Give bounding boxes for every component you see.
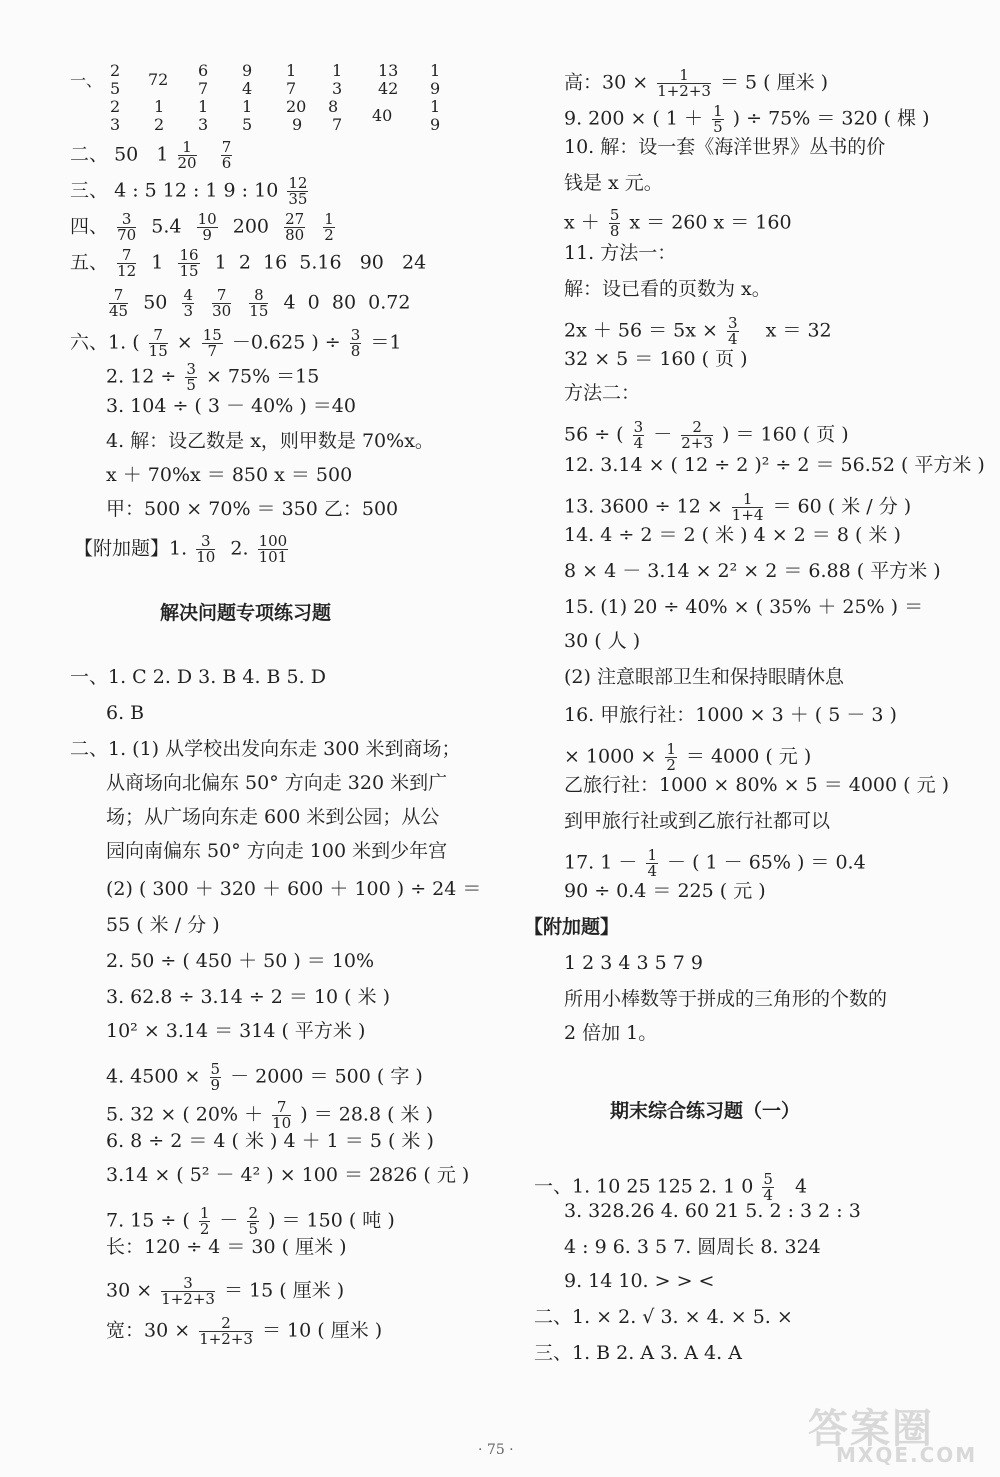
answer-q3: 3. 62.8 ÷ 3.14 ÷ 2 ＝ 10 ( 米 ) [106, 986, 391, 1008]
fraction: $\frac{2}{2+3}$ [681, 418, 713, 452]
expression: ＝ 60 ( 米 / 分 ) [772, 495, 912, 518]
fraction-numerator: 1 [286, 61, 297, 80]
row-prefix: 二、 [70, 143, 109, 166]
fraction: $\frac{3}{8}$ [350, 326, 361, 360]
fraction: $\frac{2}{5}$ [248, 1204, 259, 1238]
answer-r1 [564, 68, 828, 99]
value: 80 [331, 291, 357, 314]
fraction-numerator: 1 [242, 97, 253, 116]
answer-s2-line3: 场；从广场向东走 600 米到公园；从公 [106, 806, 440, 828]
answer-s2-line1: 二、1. (1) 从学校出发向东走 300 米到商场； [70, 738, 461, 760]
value: 40 [372, 106, 393, 125]
expression: ＝ 10 ( 厘米 ) [262, 1319, 383, 1342]
expression: ＝ 5 ( 厘米 ) [720, 71, 829, 94]
extra-answer-1: 1 2 3 4 3 5 7 9 [564, 952, 703, 974]
expression: × 1000 × [564, 745, 657, 768]
expression: 7. 15 ÷ ( [106, 1209, 190, 1232]
watermark [808, 1397, 988, 1469]
expression: x ＋ [564, 211, 600, 234]
final-4: 9. 14 10. > > < [564, 1270, 715, 1292]
fraction-denominator: 7 [286, 79, 297, 98]
fraction: $\frac{100}{101}$ [258, 532, 288, 566]
value: 0 [307, 291, 320, 314]
answer-r11e: 方法二： [564, 382, 641, 404]
answer-r16d: 到甲旅行社或到乙旅行社都可以 [564, 810, 831, 832]
ratio-answers: 4 : 5 12 : 1 9 : 10 [114, 179, 279, 202]
answer-r10b: 钱是 x 元。 [564, 172, 663, 194]
value: 24 [402, 251, 427, 274]
answer-r11: 11. 方法一： [564, 242, 677, 264]
answer-row-5b [106, 288, 410, 319]
expression: ) ＝ 150 ( 吨 ) [268, 1209, 395, 1232]
fraction-denominator: 2 [154, 115, 165, 134]
answer-row-4 [70, 212, 338, 243]
value: 200 [232, 215, 270, 238]
answer-s2-line6: 55 ( 米 / 分 ) [106, 914, 220, 936]
answer-row-3 [70, 176, 311, 207]
fraction: $\frac{3}{5}$ [186, 360, 196, 394]
row-prefix: 五、 [70, 251, 109, 274]
fraction-denominator: 7 [332, 115, 343, 134]
value: 50 [114, 143, 139, 166]
answer-6-4-result: 甲：500 × 70% ＝ 350 乙：500 [106, 498, 399, 520]
fraction: $\frac{1}{2}$ [666, 740, 676, 774]
fraction-denominator: 9 [430, 115, 441, 134]
fraction-denominator: 3 [110, 115, 121, 134]
expression: ) ÷ 75% ＝ 320 ( 棵 ) [732, 107, 930, 130]
answer-q7 [106, 1206, 395, 1237]
fraction: $\frac{5}{8}$ [609, 206, 620, 240]
expression: 17. 1 － [564, 851, 638, 874]
row-prefix: 三、 [70, 179, 109, 202]
expression: 4. 4500 × [106, 1065, 201, 1088]
answer-r16b [564, 742, 811, 773]
watermark-text: 答案圈 [808, 1406, 934, 1452]
fraction: $\frac{5}{4}$ [763, 1170, 773, 1204]
row-prefix: 一、 [70, 71, 103, 90]
fraction: $\frac{1}{4}$ [647, 846, 657, 880]
fraction-numerator: 1 [332, 61, 343, 80]
value: 4 [283, 291, 296, 314]
fraction-numerator: 1 [198, 97, 209, 116]
answer-q6: 6. 8 ÷ 2 ＝ 4 ( 米 ) 4 ＋ 1 ＝ 5 ( 米 ) [106, 1130, 434, 1152]
expression: 30 × [106, 1279, 153, 1302]
expression: 宽：30 × [106, 1319, 191, 1342]
value: 90 [359, 251, 384, 274]
operator: － [219, 1209, 239, 1232]
fraction: $\frac{1}{1+2+3}$ [657, 66, 711, 100]
operator: × [176, 331, 193, 354]
extra-label: 【附加题】1. [74, 537, 188, 560]
answer-r11d: 32 × 5 ＝ 160 ( 页 ) [564, 348, 748, 370]
answer-6-3: 3. 104 ÷ ( 3 － 40% ) ＝40 [106, 395, 356, 417]
value: 50 [143, 291, 168, 314]
value: 4 [795, 1175, 808, 1198]
answer-r10: 10. 解：设一套《海洋世界》丛书的价 [564, 136, 886, 158]
answer-r16: 16. 甲旅行社：1000 × 3 ＋ ( 5 － 3 ) [564, 704, 897, 726]
answer-r14b: 8 × 4 － 3.14 × 2² × 2 ＝ 6.88 ( 平方米 ) [564, 560, 941, 582]
fraction-numerator: 1 [430, 97, 441, 116]
item-number: 2. [230, 537, 249, 560]
fraction-denominator: 9 [292, 115, 303, 134]
value: 72 [148, 70, 169, 89]
value: 2 [238, 251, 251, 274]
expression: 56 ÷ ( [564, 423, 624, 446]
fraction: $\frac{7}{45}$ [109, 286, 129, 320]
fraction: $\frac{8}{15}$ [249, 286, 269, 320]
value: 5.4 [151, 215, 182, 238]
fraction: $\frac{3}{4}$ [727, 314, 738, 348]
answer-r11f [564, 420, 849, 451]
fraction: $\frac{1}{1+4}$ [731, 490, 764, 524]
extra-question [74, 534, 291, 565]
answer-q4 [106, 1062, 423, 1093]
row-prefix: 四、 [70, 215, 109, 238]
fraction: $\frac{2}{1+2+3}$ [199, 1314, 253, 1348]
fraction: $\frac{3}{70}$ [117, 210, 137, 244]
answer-s1: 一、1. C 2. D 3. B 4. B 5. D [70, 666, 326, 688]
expression: x ＝ 32 [765, 319, 832, 342]
value: 1 [214, 251, 227, 274]
answer-row-2 [70, 140, 235, 171]
value: 1 [151, 251, 164, 274]
expression: 高：30 × [564, 71, 649, 94]
answer-q7-length: 长：120 ÷ 4 ＝ 30 ( 厘米 ) [106, 1236, 347, 1258]
answer-r11b: 解：设已看的页数为 x。 [564, 278, 771, 300]
answer-q2: 2. 50 ÷ ( 450 ＋ 50 ) ＝ 10% [106, 950, 375, 972]
fraction: $\frac{7}{10}$ [272, 1098, 292, 1132]
answer-r15b: 30 ( 人 ) [564, 630, 641, 652]
answer-r15: 15. (1) 20 ÷ 40% × ( 35% ＋ 25% ) ＝ [564, 596, 924, 618]
watermark-url: MXQE.COM [836, 1443, 978, 1467]
fraction-denominator: 5 [242, 115, 253, 134]
fraction: $\frac{27}{80}$ [285, 210, 305, 244]
expression: 5. 32 × ( 20% ＋ [106, 1103, 264, 1126]
expression: 2x ＋ 56 ＝ 5x × [564, 319, 718, 342]
final-2: 3. 328.26 4. 60 21 5. 2 : 3 2 : 3 [564, 1200, 861, 1222]
answer-r12: 12. 3.14 × ( 12 ÷ 2 )² ÷ 2 ＝ 56.52 ( 平方米 ) [564, 454, 985, 476]
answer-row-6-1 [70, 328, 401, 359]
answer-r9 [564, 104, 930, 135]
operator: － [653, 423, 673, 446]
final-1 [534, 1172, 807, 1203]
fraction: $\frac{15}{7}$ [202, 326, 222, 360]
expression: － ( 1 － 65% ) ＝ 0.4 [667, 851, 866, 874]
expression: ＝1 [370, 331, 402, 354]
fraction-denominator: 7 [198, 79, 209, 98]
fraction: $\frac{16}{15}$ [179, 246, 199, 280]
fraction: $\frac{3}{4}$ [633, 418, 644, 452]
expression: 9. 200 × ( 1 ＋ [564, 107, 704, 130]
value: 0.72 [368, 291, 411, 314]
fraction-numerator: 8 [328, 97, 339, 116]
answer-q5 [106, 1100, 433, 1131]
expression: ) ＝ 160 ( 页 ) [722, 423, 849, 446]
value: 1 [156, 143, 169, 166]
answer-q7-calc [106, 1276, 344, 1307]
expression: － 2000 ＝ 500 ( 字 ) [230, 1065, 423, 1088]
value: 16 [263, 251, 288, 274]
page-number: · 75 · [478, 1442, 514, 1458]
fraction: $\frac{7}{15}$ [148, 326, 168, 360]
fraction: $\frac{4}{3}$ [183, 286, 194, 320]
expression: －0.625 ) ÷ [231, 331, 341, 354]
expression: x ＝ 260 x ＝ 160 [629, 211, 792, 234]
answer-s2-line5: (2) ( 300 ＋ 320 ＋ 600 ＋ 100 ) ÷ 24 ＝ [106, 878, 482, 900]
paren: ( [132, 331, 140, 354]
answer-r16c: 乙旅行社：1000 × 80% × 5 ＝ 4000 ( 元 ) [564, 774, 950, 796]
fraction-numerator: 2 [110, 97, 121, 116]
extra-answer-2: 所用小棒数等于拼成的三角形的个数的 [564, 988, 888, 1010]
answer-r17 [564, 848, 866, 879]
fraction: $\frac{7}{12}$ [117, 246, 137, 280]
answer-row-1 [70, 62, 490, 142]
expression: 2. 12 ÷ [106, 365, 177, 388]
expression: 一、1. 10 25 125 2. 1 0 [534, 1175, 754, 1198]
fraction: $\frac{7}{6}$ [221, 138, 232, 172]
answer-r13 [564, 492, 911, 523]
fraction: $\frac{1}{5}$ [713, 102, 723, 136]
final-3: 4 : 9 6. 3 5 7. 圆周长 8. 324 [564, 1236, 821, 1258]
answer-r10c [564, 208, 792, 239]
answer-6-4-equation: x ＋ 70%x ＝ 850 x ＝ 500 [106, 464, 353, 486]
answer-row-5 [70, 248, 426, 279]
fraction-denominator: 3 [198, 115, 209, 134]
answer-q3b: 10² × 3.14 ＝ 314 ( 平方米 ) [106, 1020, 366, 1042]
final-5: 二、1. × 2. √ 3. × 4. × 5. × [534, 1306, 793, 1328]
fraction: $\frac{1}{2}$ [324, 210, 334, 244]
expression: ) ＝ 28.8 ( 米 ) [300, 1103, 434, 1126]
fraction: $\frac{7}{30}$ [212, 286, 232, 320]
fraction: $\frac{10}{9}$ [197, 210, 217, 244]
answer-s2-line2: 从商场向北偏东 50° 方向走 320 米到广 [106, 772, 448, 794]
fraction-denominator: 5 [110, 79, 121, 98]
fraction-denominator: 9 [430, 79, 441, 98]
fraction-denominator: 3 [332, 79, 343, 98]
row-prefix: 六、1. [70, 331, 127, 354]
extra-label: 【附加题】 [524, 916, 620, 938]
value: 5.16 [299, 251, 342, 274]
answer-s1-cont: 6. B [106, 702, 145, 724]
fraction: $\frac{5}{9}$ [210, 1060, 221, 1094]
expression: ＝ 4000 ( 元 ) [685, 745, 812, 768]
fraction: $\frac{12}{35}$ [288, 174, 308, 208]
fraction-numerator: 13 [378, 61, 399, 80]
expression: × 75% ＝15 [205, 365, 320, 388]
fraction-numerator: 9 [242, 61, 253, 80]
answer-r17b: 90 ÷ 0.4 ＝ 225 ( 元 ) [564, 880, 766, 902]
fraction-numerator: 2 [110, 61, 121, 80]
answer-6-2 [106, 362, 319, 393]
expression: ＝ 15 ( 厘米 ) [224, 1279, 345, 1302]
fraction-numerator: 1 [154, 97, 165, 116]
answer-6-4: 4. 解：设乙数是 x，则甲数是 70%x。 [106, 430, 434, 452]
extra-answer-3: 2 倍加 1。 [564, 1022, 658, 1044]
answer-s2-line4: 园向南偏东 50° 方向走 100 米到少年宫 [106, 840, 448, 862]
section-title: 解决问题专项练习题 [160, 602, 332, 624]
answer-q6b: 3.14 × ( 5² － 4² ) × 100 ＝ 2826 ( 元 ) [106, 1164, 470, 1186]
fraction: $\frac{1}{2}$ [199, 1204, 210, 1238]
expression: 13. 3600 ÷ 12 × [564, 495, 723, 518]
fraction: $\frac{3}{10}$ [196, 532, 216, 566]
section-title: 期末综合练习题（一） [610, 1100, 801, 1122]
fraction-denominator: 42 [378, 79, 399, 98]
fraction: $\frac{3}{1+2+3}$ [161, 1274, 215, 1308]
fraction-denominator: 4 [242, 79, 253, 98]
fraction-numerator: 6 [198, 61, 209, 80]
fraction: $\frac{1}{20}$ [177, 138, 197, 172]
fraction-numerator: 1 [430, 61, 441, 80]
answer-q7-width [106, 1316, 382, 1347]
answer-r11c [564, 316, 832, 347]
answer-r15c: (2) 注意眼部卫生和保持眼睛休息 [564, 666, 844, 688]
answer-r14: 14. 4 ÷ 2 ＝ 2 ( 米 ) 4 × 2 ＝ 8 ( 米 ) [564, 524, 901, 546]
final-6: 三、1. B 2. A 3. A 4. A [534, 1342, 742, 1364]
fraction-numerator: 20 [286, 97, 307, 116]
